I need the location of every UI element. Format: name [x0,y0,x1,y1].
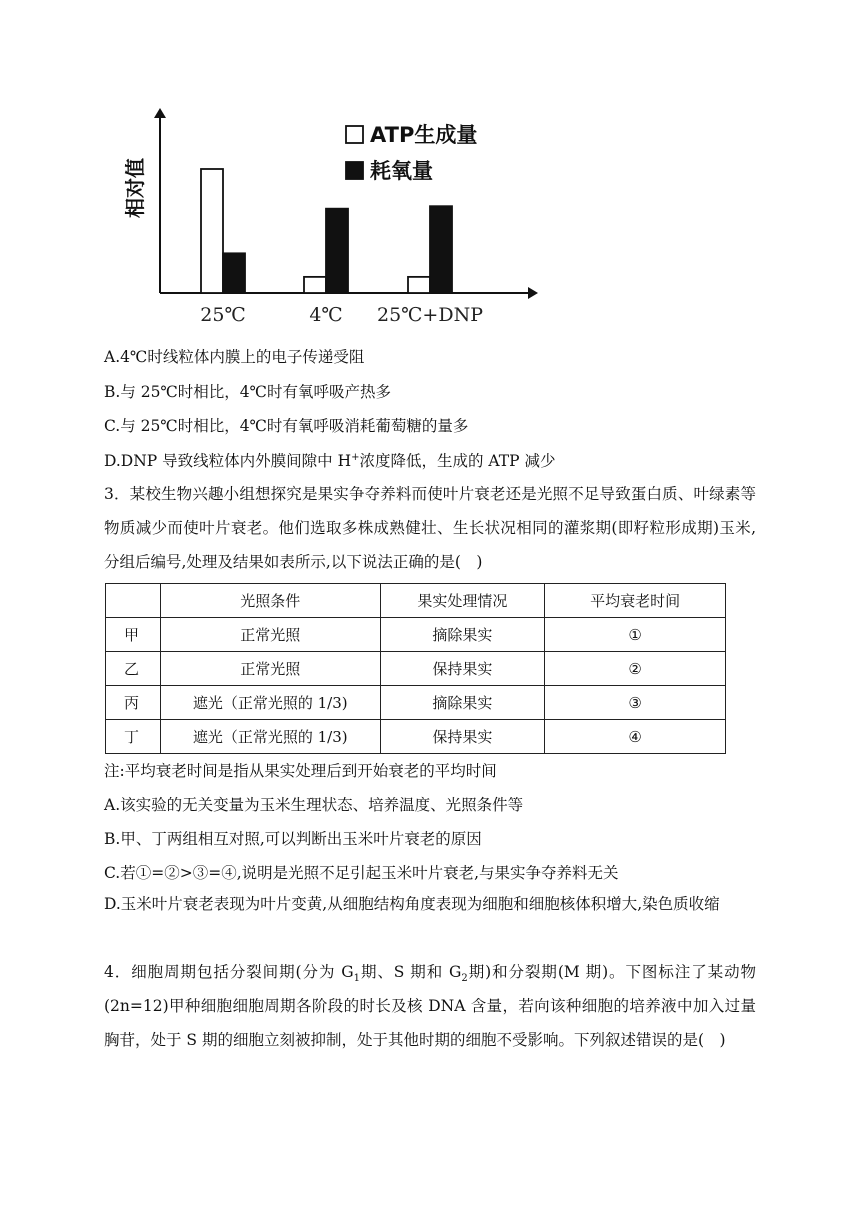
x-axis-arrow [528,287,538,299]
q3-note: 注:平均衰老时间是指从果实处理后到开始衰老的平均时间 [104,762,497,780]
bar-atp [201,169,223,293]
x-tick-label: 4℃ [309,304,343,326]
table-cell: 正常光照 [160,652,380,686]
experiment-table [105,583,726,754]
bar-chart [110,98,550,338]
q3-option-d: D.玉米叶片衰老表现为叶片变黄,从细胞结构角度表现为细胞和细胞核体积增大,染色质收缩 [104,895,720,913]
q2-option-c: C.与 25℃时相比，4℃时有氧呼吸消耗葡萄糖的量多 [104,417,469,435]
table-cell: ② [545,652,726,686]
table-cell: 乙 [106,652,161,686]
legend-swatch [346,162,363,179]
table-row [106,720,726,754]
table-header-cell: 光照条件 [160,584,380,618]
x-tick-label: 25℃ [200,304,246,326]
table-cell: 遮光（正常光照的 1/3) [160,686,380,720]
chart-y-axis-label: 相对值 [123,158,147,218]
q3-stem: 3．某校生物兴趣小组想探究是果实争夺养料而使叶片衰老还是光照不足导致蛋白质、叶绿素等物质减少而使叶片衰老。他们选取多株成熟健壮、生长状况相同的灌浆期(即籽粒形成期)玉米,分组后编号,处理及结果如表所示,以下说法正确的是( ) [104,485,756,571]
q2-option-d: D.DNP 导致线粒体内外膜间隙中 H+浓度降低，生成的 ATP 减少 [104,451,556,470]
table-cell: 摘除果实 [380,618,545,652]
q4-stem: 4．细胞周期包括分裂间期(分为 $G_1$期、S 期和 $G_2$期)和分裂期(M 期)。下图标注了某动物(2n=12)甲种细胞细胞周期各阶段的时长及核 DNA 含量，若向该种细胞的培养液中加入过量胸苷，处于 S 期的细胞立刻被抑制，处于其他时期的细胞不受影响。下列叙述错误的是( ) [104,963,757,1049]
table-cell: 保持果实 [380,652,545,686]
table-header-row [106,584,726,618]
bar-oxygen [430,206,452,293]
bar-atp [304,277,326,293]
table-cell: ④ [545,720,726,754]
table-cell: 遮光（正常光照的 1/3) [160,720,380,754]
chart-bars [201,169,452,293]
table-cell: ① [545,618,726,652]
chart-tick-labels [200,304,483,326]
y-axis-arrow [154,108,166,118]
table-cell: 丙 [106,686,161,720]
bar-oxygen [223,253,245,293]
x-tick-label: 25℃+DNP [377,304,483,326]
chart-legend [346,123,477,183]
q3-option-a: A.该实验的无关变量为玉米生理状态、培养温度、光照条件等 [104,796,524,814]
q3-option-b: B.甲、丁两组相互对照,可以判断出玉米叶片衰老的原因 [104,830,482,848]
table-row [106,618,726,652]
q3-option-c: C.若①=②>③=④,说明是光照不足引起玉米叶片衰老,与果实争夺养料无关 [104,864,619,882]
bar-atp [408,277,430,293]
bar-oxygen [326,209,348,293]
table-cell: 保持果实 [380,720,545,754]
table-cell: 正常光照 [160,618,380,652]
q2-option-b: B.与 25℃时相比，4℃时有氧呼吸产热多 [104,383,392,401]
table-header-cell [106,584,161,618]
table-cell: 甲 [106,618,161,652]
table-row [106,686,726,720]
legend-label: ATP生成量 [370,123,478,147]
table-row [106,652,726,686]
table-cell: 摘除果实 [380,686,545,720]
legend-label: 耗氧量 [370,159,433,183]
table-header-cell: 果实处理情况 [380,584,545,618]
table-header-cell: 平均衰老时间 [545,584,726,618]
table-cell: ③ [545,686,726,720]
legend-swatch [346,126,363,143]
q2-option-a: A.4℃时线粒体内膜上的电子传递受阻 [104,348,365,366]
table-cell: 丁 [106,720,161,754]
